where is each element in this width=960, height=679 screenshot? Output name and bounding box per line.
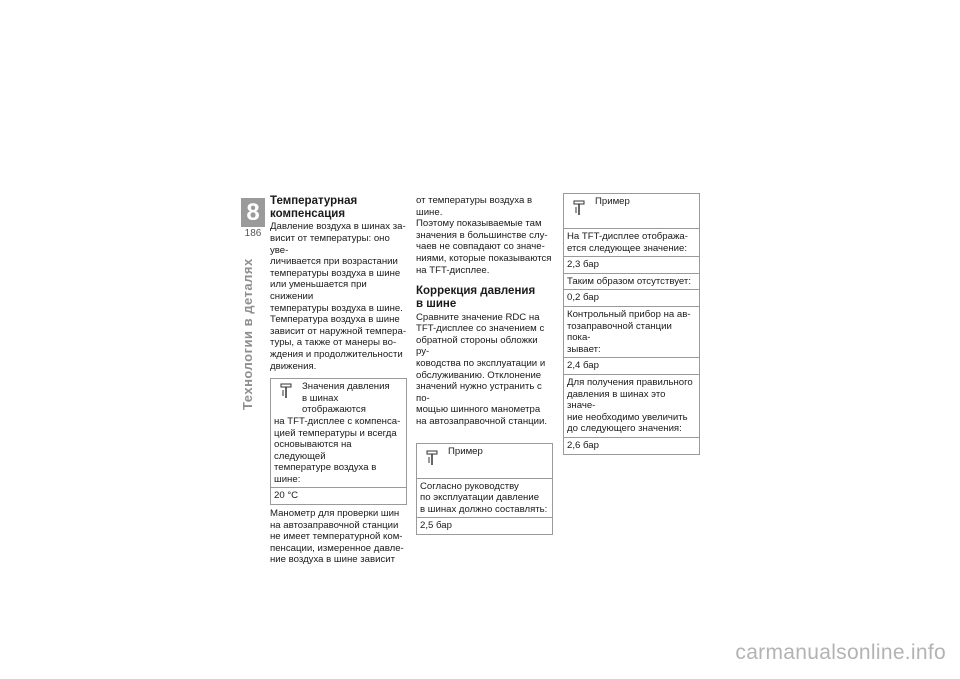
- example-row: 2,5 бар: [417, 517, 552, 534]
- section-heading-correction: Коррекция давления в шине: [416, 285, 536, 311]
- chapter-number: 8: [241, 198, 265, 227]
- example-row: На TFT-дисплее отобража- ется следующее значение:: [564, 228, 699, 256]
- tire-gauge-icon: [426, 450, 438, 466]
- column-3: [563, 193, 700, 455]
- example-row: Таким образом отсутствует:: [564, 273, 699, 290]
- example-row: 2,4 бар: [564, 357, 699, 374]
- info-note: [271, 379, 406, 487]
- example-row: Для получения правильного давления в шинах это значе- ние необходимо увеличить до следующего значения:: [564, 374, 699, 437]
- info-value: 20 °C: [271, 487, 406, 504]
- example-header: [417, 444, 552, 478]
- paragraph-continued: от температуры воздуха в шине. Поэтому показываемые там значения в большинстве слу- чаев не совпадают со значе- ниями, которые показываются на TFT-дисплее.: [416, 195, 552, 276]
- example-row: Контрольный прибор на ав- тозаправочной станции пока- зывает:: [564, 306, 699, 357]
- info-note-title: Значения давления в шинах отображаются: [302, 381, 390, 416]
- example-row: Согласно руководству по эксплуатации давление в шинах должно составлять:: [417, 478, 552, 518]
- watermark: carmanualsonline.info: [735, 641, 946, 664]
- info-note-text: на TFT-дисплее с компенса- цией температуры и всегда основываются на следующей температуре воздуха в шине:: [274, 415, 401, 485]
- paragraph-correction: Сравните значение RDC на TFT-дисплее со значением с обратной стороны обложки ру- ководства по эксплуатации и обслуживанию. Отклонение значений нужно устранить с по- мощью шинного манометра на автозаправочной станции.: [416, 311, 548, 427]
- tire-gauge-icon: [280, 383, 292, 399]
- example-box: [563, 193, 700, 455]
- info-box: [270, 378, 407, 505]
- column-1: [270, 195, 407, 566]
- example-row: 0,2 бар: [564, 289, 699, 306]
- column-2: [416, 195, 553, 535]
- section-heading-temperature: Температурная компенсация: [270, 195, 358, 221]
- example-title: Пример: [448, 445, 483, 457]
- tire-gauge-icon: [573, 200, 585, 216]
- example-row: 2,6 бар: [564, 437, 699, 454]
- example-title: Пример: [595, 196, 630, 207]
- example-header: [564, 194, 699, 228]
- paragraph-gauge: Манометр для проверки шин на автозаправочной станции не имеет температурной ком- пенсации, измеренное давле- ние воздуха в шине зависит: [270, 508, 404, 566]
- paragraph-temperature: Давление воздуха в шинах за- висит от температуры: оно уве- личивается при возрастании температуры воздуха в шине или уменьшается при снижении температуры воздуха в шине. Температура воздуха в шине зависит от наружной темпера- туры, а также от манеры во- ждения и продолжительности движения.: [270, 221, 407, 372]
- example-row: 2,3 бар: [564, 256, 699, 273]
- page-number: 186: [244, 228, 262, 239]
- chapter-title: Технологии в деталях: [240, 258, 255, 410]
- example-box: [416, 443, 553, 535]
